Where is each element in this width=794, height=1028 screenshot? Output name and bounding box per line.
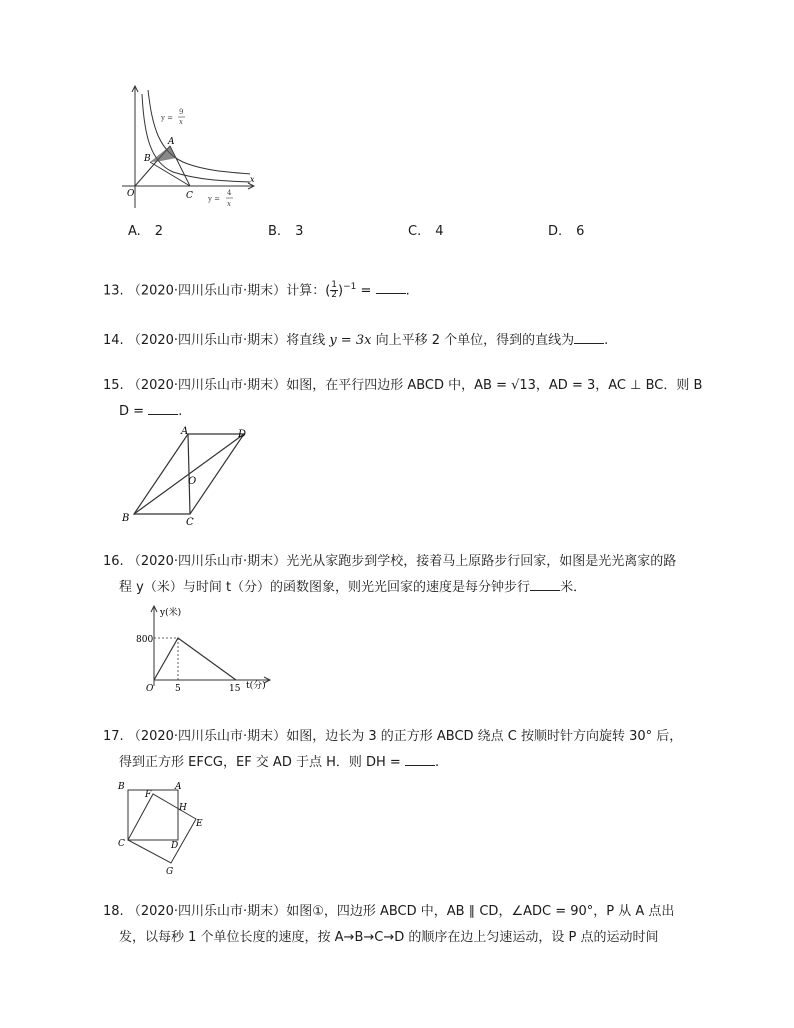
answer-blank[interactable] (574, 331, 604, 344)
svg-text:4: 4 (227, 189, 232, 197)
answer-blank[interactable] (405, 753, 435, 766)
svg-text:9: 9 (179, 108, 184, 116)
hyperbola-figure (118, 84, 258, 214)
rotated-square-figure (116, 780, 216, 876)
svg-text:y(米): y(米) (160, 608, 182, 618)
option-b[interactable]: B. 3 (268, 224, 304, 239)
svg-text:x: x (227, 200, 231, 208)
svg-text:O: O (146, 684, 154, 694)
svg-text:A: A (168, 137, 175, 147)
question-17: 17. （2020·四川乐山市·期末）如图，边长为 3 的正方形 ABCD 绕点 C 按顺时针方向旋转 30° 后， 得到正方形 EFCG，EF 交 AD 于点 H．则 DH = . (103, 729, 683, 770)
svg-text:C: C (118, 839, 125, 849)
svg-text:F: F (145, 790, 152, 800)
fig12-label-y9x-prefix: y = (161, 114, 174, 122)
svg-text:800: 800 (136, 635, 154, 645)
svg-text:H: H (179, 803, 187, 813)
svg-text:G: G (166, 867, 174, 877)
svg-text:D: D (238, 429, 247, 440)
svg-text:x: x (250, 175, 255, 184)
svg-text:x: x (179, 118, 183, 126)
question-18: 18. （2020·四川乐山市·期末）如图①，四边形 ABCD 中，AB ∥ CD，∠ADC = 90°，P 从 A 点出 发，以每秒 1 个单位长度的速度，按 A→B→C→D 的顺序在边上匀速运动，设 P 点的运动时间 (103, 904, 675, 945)
answer-blank[interactable] (148, 402, 178, 415)
option-d[interactable]: D. 6 (548, 224, 585, 239)
svg-text:A: A (175, 782, 182, 792)
svg-text:5: 5 (175, 684, 181, 694)
svg-text:B: B (122, 513, 130, 524)
answer-blank[interactable] (530, 578, 560, 591)
svg-text:C: C (186, 191, 193, 201)
distance-time-figure (138, 602, 278, 694)
parallelogram-figure (118, 424, 258, 528)
svg-text:O: O (188, 476, 197, 487)
question-15: 15. （2020·四川乐山市·期末）如图，在平行四边形 ABCD 中，AB = √13，AD = 3，AC ⊥ BC．则 B D = . (103, 378, 703, 419)
question-16: 16. （2020·四川乐山市·期末）光光从家跑步到学校，接着马上原路步行回家，如图是光光离家的路 程 y（米）与时间 t（分）的函数图象，则光光回家的速度是每分钟步行 米． (103, 554, 677, 595)
svg-text:15: 15 (229, 684, 241, 694)
svg-text:B: B (144, 154, 151, 164)
svg-text:D: D (171, 841, 179, 851)
svg-text:A: A (181, 426, 189, 437)
svg-text:E: E (196, 819, 203, 829)
question-14: 14. （2020·四川乐山市·期末）将直线 y = 3x 向上平移 2 个单位，得到的直线为 . (103, 333, 609, 348)
option-a[interactable]: A. 2 (128, 224, 164, 239)
svg-text:O: O (127, 189, 135, 199)
svg-text:t(分): t(分) (246, 681, 266, 691)
svg-text:C: C (186, 517, 194, 528)
svg-text:B: B (118, 782, 125, 792)
question-13: 13. （2020·四川乐山市·期末）计算：( $\frac{1}{2}$ )$^{-1}$ = . (103, 280, 410, 301)
svg-text:y =: y = (208, 195, 221, 203)
answer-blank[interactable] (376, 281, 406, 294)
option-c[interactable]: C. 4 (408, 224, 444, 239)
